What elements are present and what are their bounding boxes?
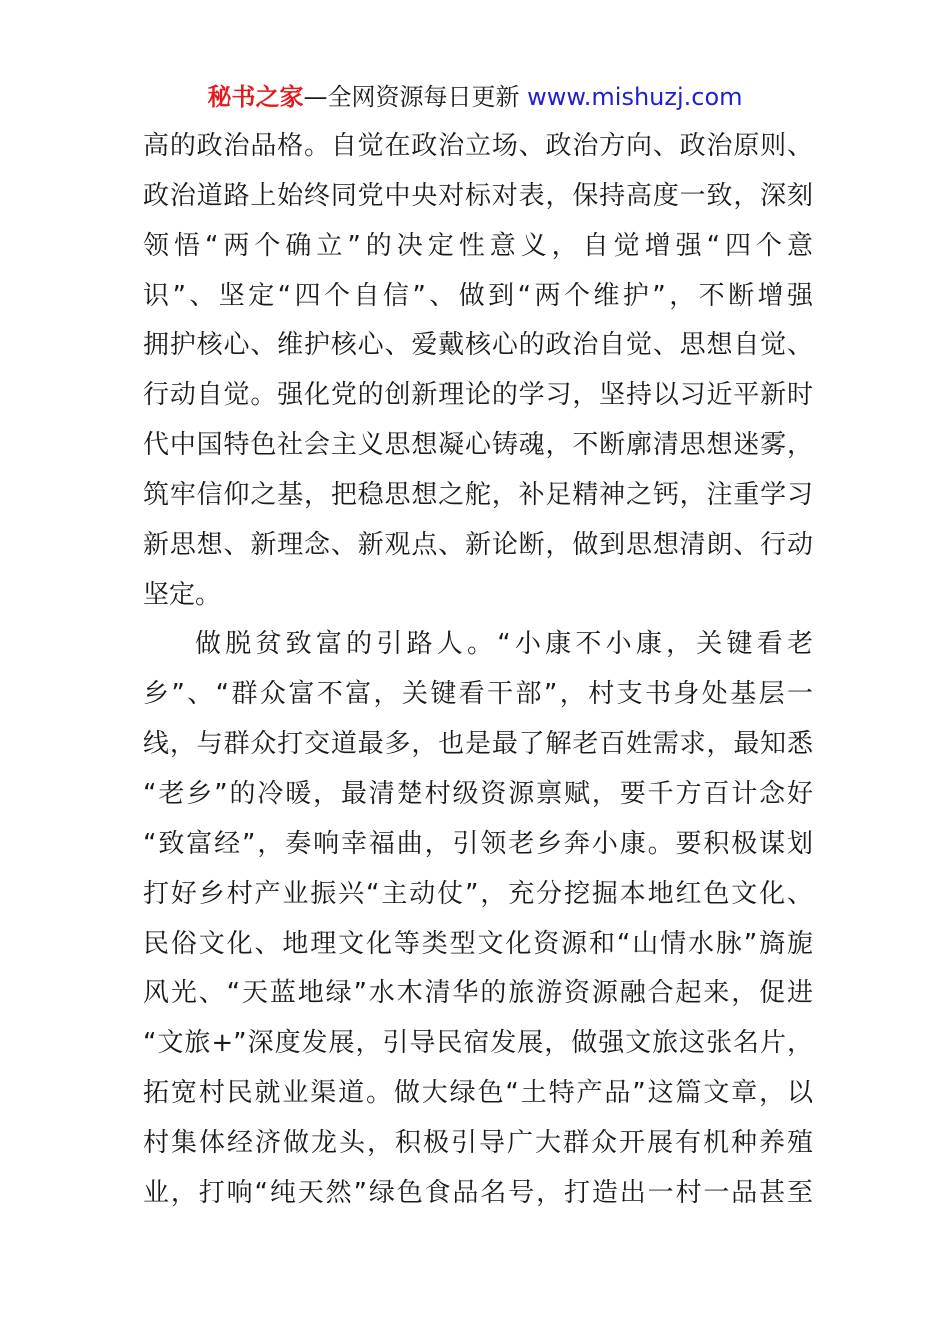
text-line: 乡”、“群众富不富，关键看干部”，村支书身处基层一 (143, 679, 813, 710)
text-line: 行动自觉。强化党的创新理论的学习，坚持以习近平新时 (143, 380, 813, 411)
text-line: 打好乡村产业振兴“主动仗”，充分挖掘本地红色文化、 (143, 878, 813, 909)
text-line: 村集体经济做龙头，积极引导广大群众开展有机种养殖 (143, 1127, 813, 1158)
text-line: 政治道路上始终同党中央对标对表，保持高度一致，深刻 (143, 180, 813, 211)
text-line: “致富经”，奏响幸福曲，引领老乡奔小康。要积极谋划 (143, 828, 813, 859)
site-slogan: —全网资源每日更新 (303, 83, 520, 111)
text-line: 代中国特色社会主义思想凝心铸魂，不断廓清思想迷雾， (143, 430, 813, 461)
article-body (143, 122, 813, 1219)
text-line: “文旅+”深度发展，引导民宿发展，做强文旅这张名片， (143, 1028, 813, 1059)
site-header (0, 80, 950, 114)
site-brand: 秘书之家 (207, 83, 304, 111)
text-line: 新思想、新理念、新观点、新论断，做到思想清朗、行动 (143, 529, 813, 560)
text-line: 民俗文化、地理文化等类型文化资源和“山情水脉”旖旎 (143, 928, 813, 959)
text-line: 领悟“两个确立”的决定性意义，自觉增强“四个意 (143, 230, 813, 261)
text-line: 识”、坚定“四个自信”、做到“两个维护”，不断增强 (143, 280, 813, 311)
text-line: 风光、“天蓝地绿”水木清华的旅游资源融合起来，促进 (143, 978, 813, 1009)
text-line: 坚定。 (143, 579, 222, 610)
text-line: 拓宽村民就业渠道。做大绿色“土特产品”这篇文章，以 (143, 1078, 813, 1109)
site-url-link[interactable]: www.mishuzj.com (519, 83, 743, 111)
text-line: 业，打响“纯天然”绿色食品名号，打造出一村一品甚至 (143, 1177, 813, 1208)
text-line: 高的政治品格。自觉在政治立场、政治方向、政治原则、 (143, 131, 813, 161)
text-line: “老乡”的冷暖，最清楚村级资源禀赋，要千方百计念好 (143, 778, 813, 809)
paragraph-first-line: 做脱贫致富的引路人。“小康不小康，关键看老 (195, 629, 813, 660)
text-line: 线，与群众打交道最多，也是最了解老百姓需求，最知悉 (143, 729, 813, 760)
text-line: 拥护核心、维护核心、爱戴核心的政治自觉、思想自觉、 (143, 330, 813, 361)
text-line: 筑牢信仰之基，把稳思想之舵，补足精神之钙，注重学习 (143, 479, 813, 510)
